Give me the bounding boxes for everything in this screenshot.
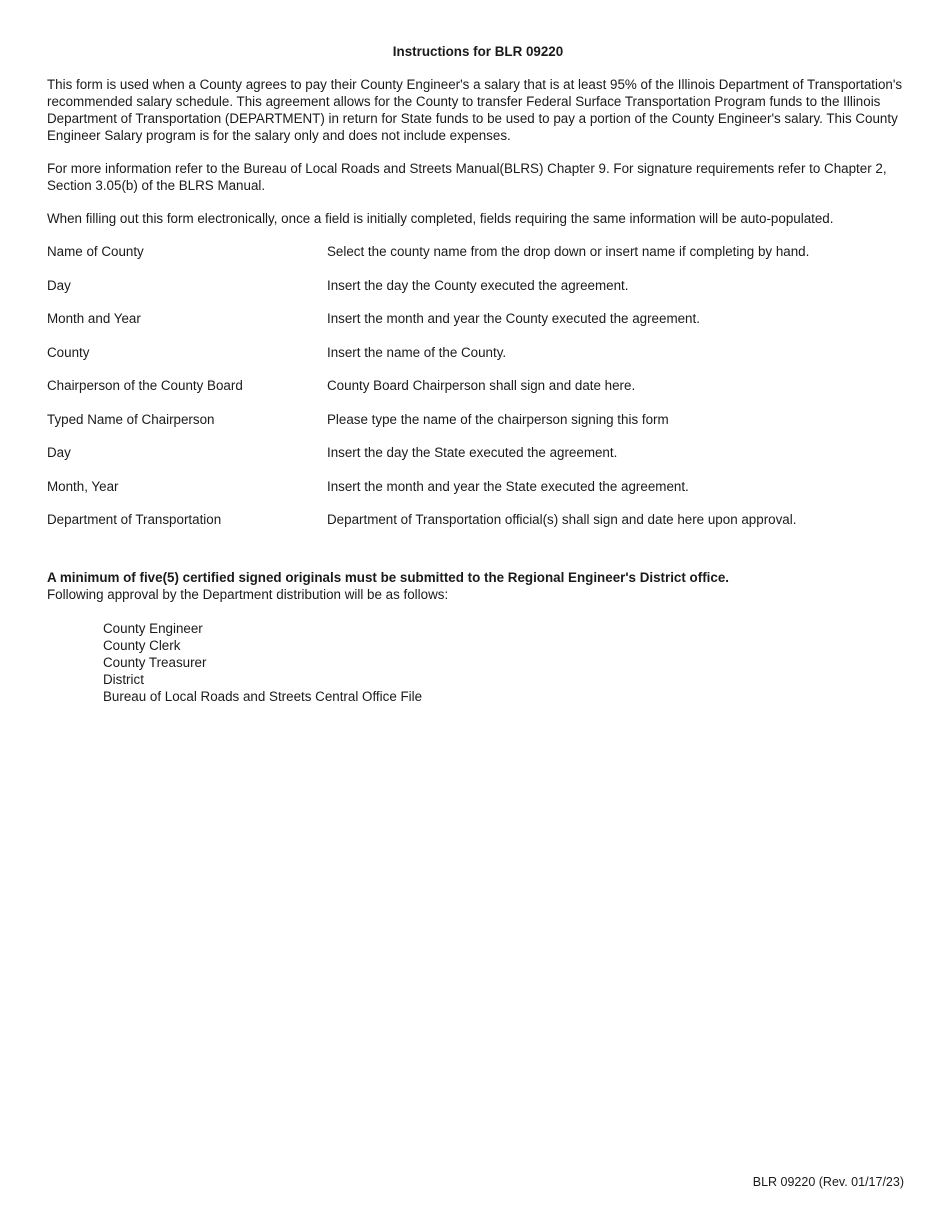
instructions-page: [47, 43, 909, 705]
field-description: Insert the month and year the County executed the agreement.: [327, 311, 700, 326]
field-description: Select the county name from the drop down or insert name if completing by hand.: [327, 244, 810, 259]
field-name: Month, Year: [47, 478, 119, 494]
field-description: County Board Chairperson shall sign and date here.: [327, 378, 636, 393]
field-row: [47, 243, 909, 277]
field-description: Insert the day the County executed the agreement.: [327, 277, 629, 293]
field-name: Department of Transportation: [47, 512, 222, 527]
field-row: [47, 444, 909, 478]
field-row: [47, 478, 909, 512]
list-item: County Engineer: [103, 620, 203, 636]
field-row: [47, 310, 909, 344]
field-description: Insert the day the State executed the agreement.: [327, 445, 618, 460]
field-name: Name of County: [47, 244, 144, 259]
list-item: County Treasurer: [103, 654, 207, 670]
field-instructions-table: [47, 243, 909, 545]
field-name: Chairperson of the County Board: [47, 378, 243, 393]
list-item: Bureau of Local Roads and Streets Central Office File: [103, 688, 423, 704]
field-name: County: [47, 344, 90, 360]
intro-paragraph-autopopulate: When filling out this form electronically, once a field is initially completed, fields requiring the same information will be auto-populated.: [47, 211, 834, 226]
list-item: County Clerk: [103, 637, 181, 653]
field-name: Day: [47, 277, 71, 293]
field-description: Please type the name of the chairperson signing this form: [327, 411, 669, 427]
submission-notice: [47, 569, 909, 603]
field-row: [47, 411, 909, 445]
field-description: Insert the month and year the State executed the agreement.: [327, 478, 689, 494]
page-title: Instructions for BLR 09220: [392, 44, 564, 59]
distribution-intro: Following approval by the Department distribution will be as follows:: [47, 586, 449, 602]
field-name: Typed Name of Chairperson: [47, 411, 215, 427]
list-item: District: [103, 671, 144, 687]
form-revision-footer: BLR 09220 (Rev. 01/17/23): [752, 1175, 904, 1189]
intro-paragraph-purpose: This form is used when a County agrees to pay their County Engineer's a salary that is at least 95% of the Illinois Department of Transportation's recommended salary schedule. This agreement allows for the County to transfer Federal Surface Transportation Program funds to the Illinois Department of Transportation (DEPARTMENT) in return for State funds to be used to pay a portion of the County Engineer's salary. This County Engineer Salary program is for the salary only and does not include expenses.: [47, 77, 903, 143]
field-row: [47, 277, 909, 311]
field-description: Insert the name of the County.: [327, 344, 507, 360]
field-name: Month and Year: [47, 311, 141, 326]
field-name: Day: [47, 445, 71, 460]
intro-paragraph-reference: For more information refer to the Bureau of Local Roads and Streets Manual(BLRS) Chapter 9. For signature requirements refer to Chapter 2, Section 3.05(b) of the BLRS Manual.: [47, 161, 887, 193]
field-row: [47, 344, 909, 378]
submission-requirement: A minimum of five(5) certified signed originals must be submitted to the Regional Engineer's District office.: [47, 569, 729, 585]
field-description: Department of Transportation official(s) shall sign and date here upon approval.: [327, 512, 797, 527]
field-row: [47, 377, 909, 411]
distribution-list: [103, 620, 909, 705]
field-row: [47, 511, 909, 545]
